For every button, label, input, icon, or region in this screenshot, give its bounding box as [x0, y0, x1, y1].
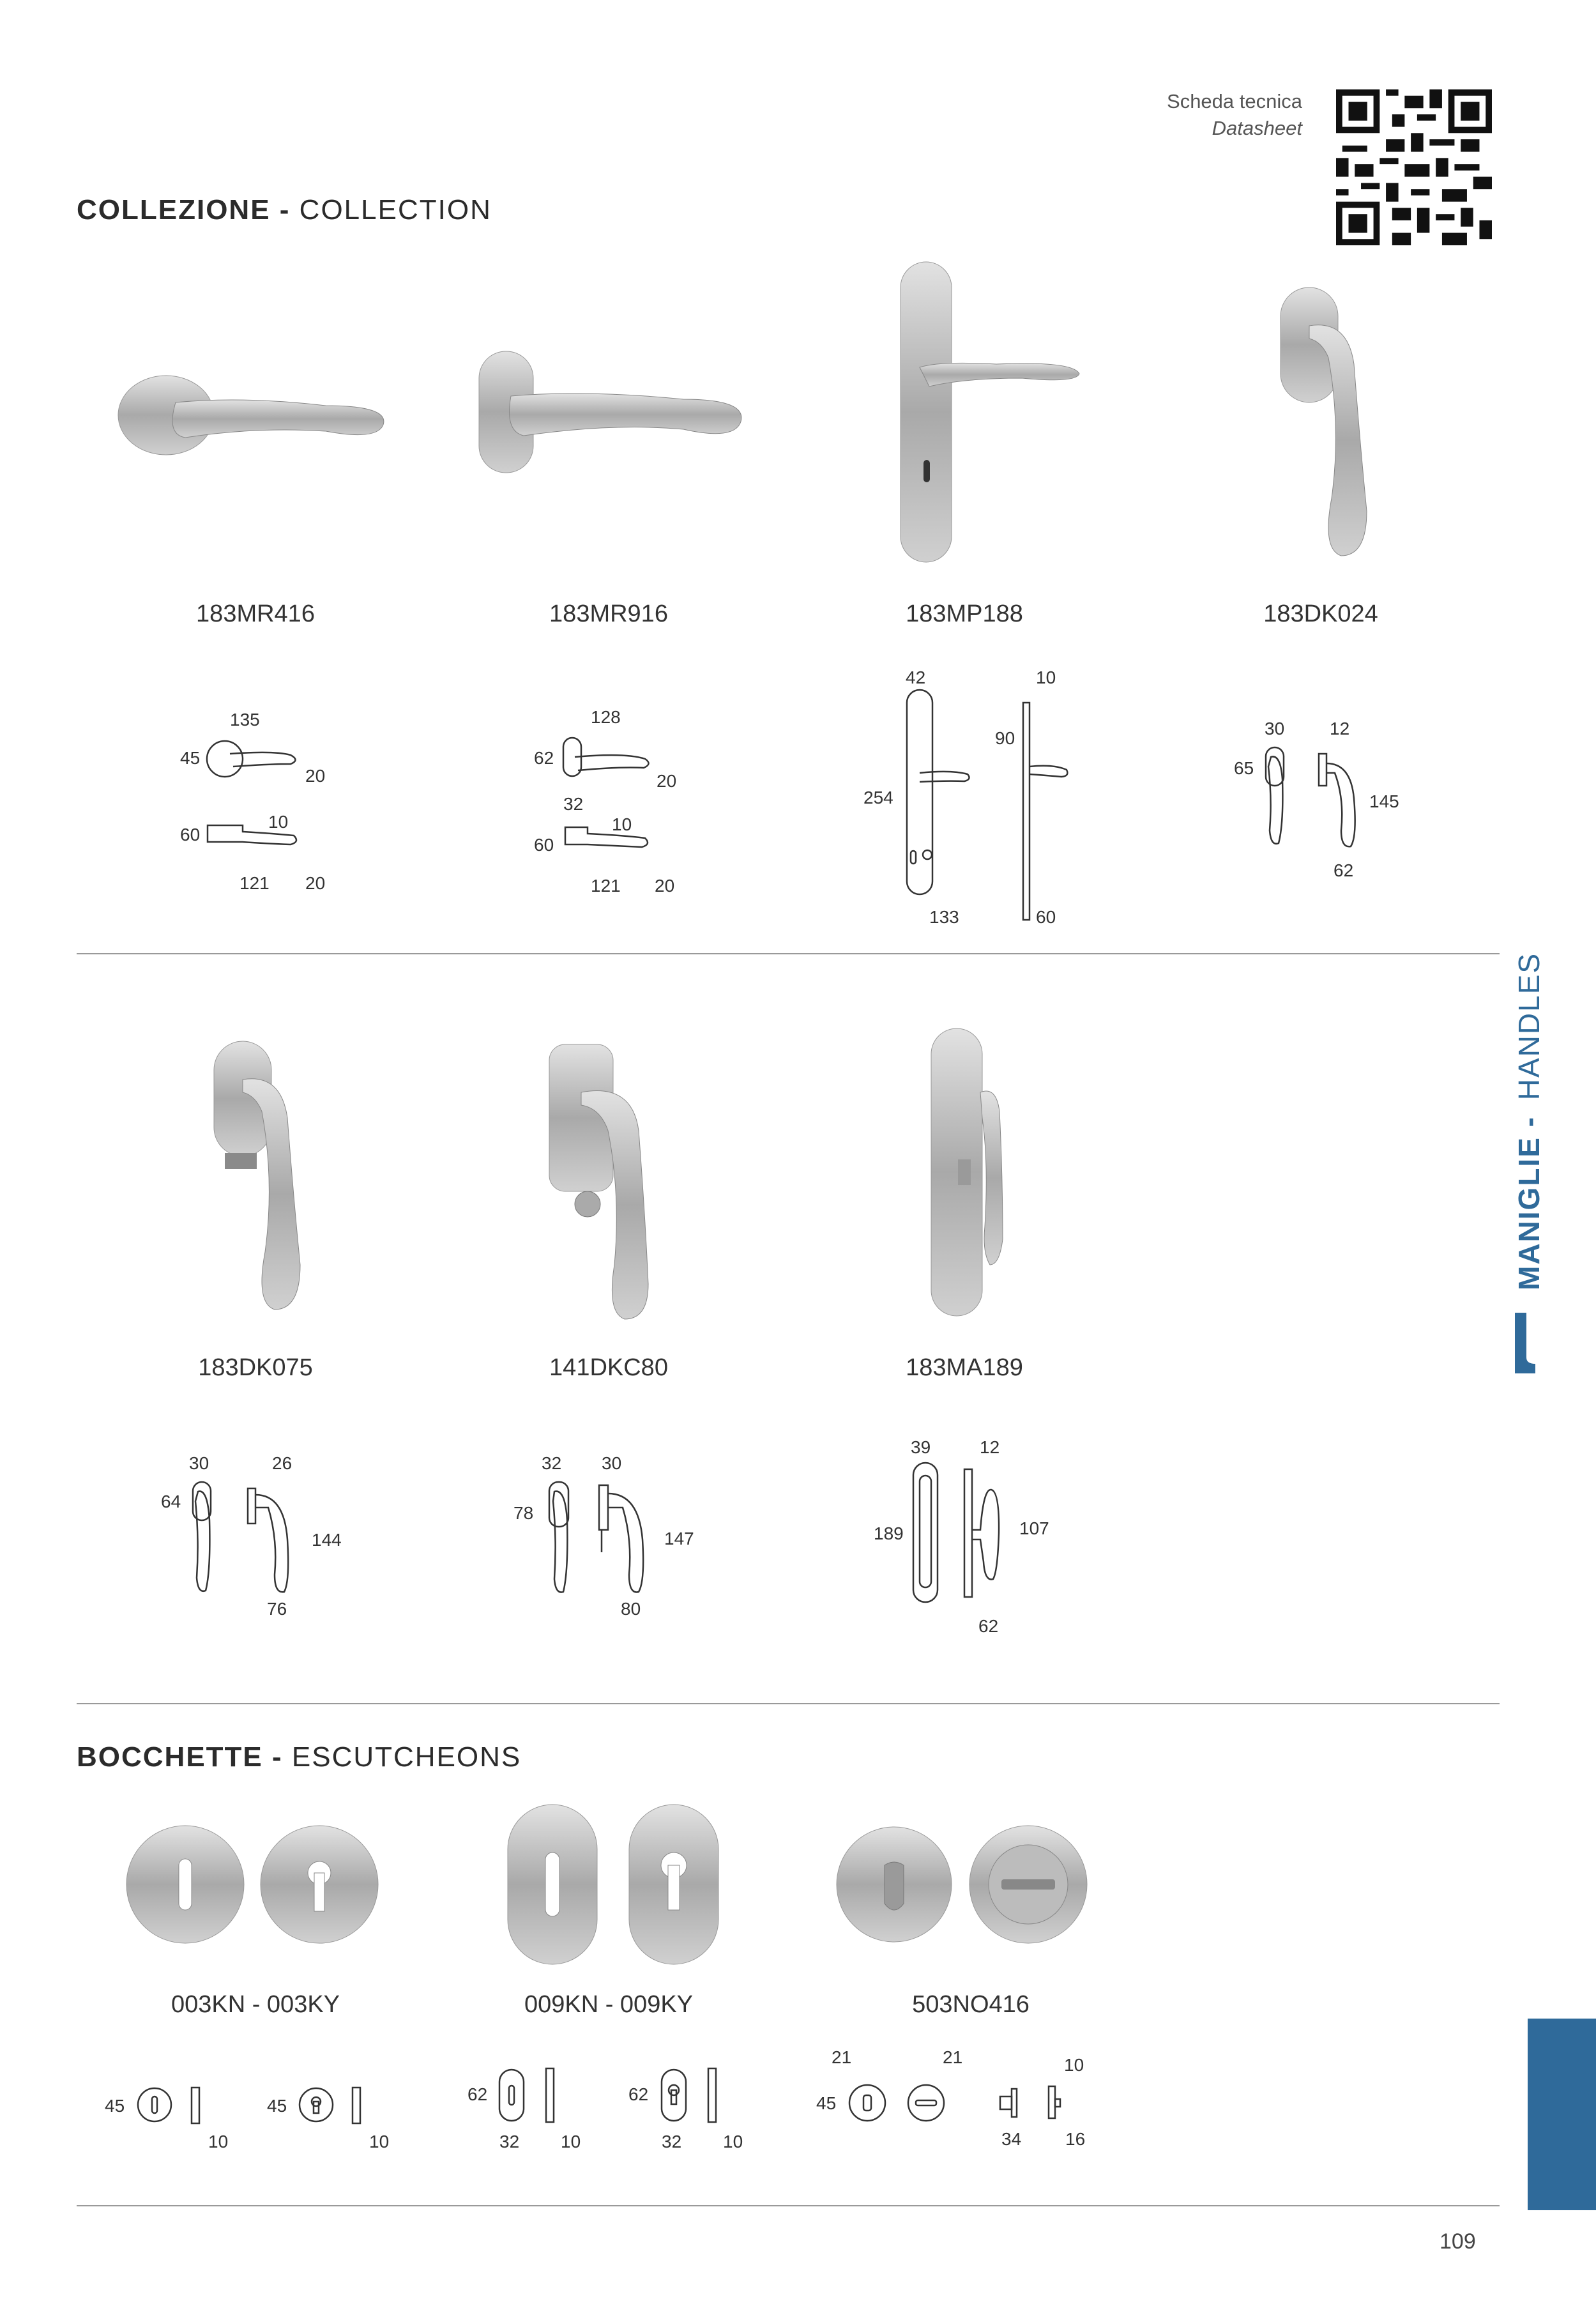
divider-3 [77, 2205, 1500, 2206]
dim-4: 10 [268, 812, 289, 832]
dim-2: 62 [534, 748, 554, 768]
handle-image-183DK024[interactable] [1271, 281, 1386, 562]
dim-2: 21 [943, 2047, 963, 2067]
escutcheon-image-003KN-003KY[interactable] [121, 1821, 402, 1948]
dim-1: 42 [906, 668, 926, 687]
dim-2: 12 [1330, 719, 1350, 738]
dim-2: 26 [272, 1453, 293, 1473]
product-code-141DKC80: 141DKC80 [549, 1354, 668, 1381]
dim-1: 30 [189, 1453, 209, 1473]
drawing-503NO416 [811, 2044, 1105, 2172]
side-label-bold: MANIGLIE - [1512, 1116, 1546, 1290]
dim-8: 20 [655, 876, 675, 896]
drawing-183DK024 [1226, 709, 1411, 894]
dim-7: 20 [305, 873, 326, 893]
dim-3: 64 [161, 1492, 181, 1511]
drawing-183MR916 [524, 703, 715, 907]
dim-2: 10 [1036, 668, 1056, 687]
escutcheons-title [77, 1741, 521, 1773]
escutcheon-code-003KN-003KY: 003KN - 003KY [171, 1991, 340, 2018]
qr-code-icon[interactable] [1336, 89, 1492, 245]
dim-6: 10 [723, 2132, 743, 2151]
divider-1 [77, 953, 1500, 954]
datasheet-label [1167, 88, 1302, 142]
dim-2: 45 [180, 748, 201, 768]
product-code-183MR916: 183MR916 [549, 600, 668, 627]
dim-4: 147 [664, 1529, 694, 1548]
dim-1: 21 [832, 2047, 852, 2067]
handle-image-183DK075[interactable] [204, 1035, 319, 1316]
product-code-183MA189: 183MA189 [906, 1354, 1023, 1381]
product-code-183DK024: 183DK024 [1263, 600, 1378, 627]
escutcheon-code-009KN-009KY: 009KN - 009KY [524, 1991, 694, 2018]
dim-1: 128 [591, 707, 621, 727]
dim-1: 32 [542, 1453, 562, 1473]
dim-4: 145 [1369, 791, 1399, 811]
dim-4: 62 [628, 2084, 649, 2104]
dim-2: 10 [208, 2132, 229, 2151]
escutcheon-image-503NO416[interactable] [830, 1821, 1098, 1948]
dim-1: 62 [467, 2084, 488, 2104]
dim-3: 10 [561, 2132, 581, 2151]
dim-5: 60 [180, 825, 201, 844]
dim-4: 32 [563, 794, 584, 814]
dim-3: 78 [513, 1503, 534, 1523]
product-code-183MR416: 183MR416 [196, 600, 315, 627]
handle-image-183MP188[interactable] [894, 256, 1098, 569]
dim-3: 65 [1234, 758, 1254, 778]
drawing-183DK075 [153, 1444, 358, 1635]
divider-2 [77, 1703, 1500, 1704]
escutcheons-title-bold: BOCCHETTE - [77, 1741, 283, 1773]
dim-1: 135 [230, 710, 260, 729]
dim-3: 20 [305, 766, 326, 786]
product-code-183MP188: 183MP188 [906, 600, 1023, 627]
page-tab [1528, 2019, 1596, 2210]
collection-title-light: COLLECTION [299, 194, 492, 225]
dim-2: 12 [980, 1437, 1000, 1457]
dim-3: 20 [657, 771, 677, 791]
handle-image-183MR416[interactable] [115, 345, 396, 473]
dim-1: 30 [1265, 719, 1285, 738]
dim-5: 62 [978, 1616, 999, 1636]
dim-3: 90 [995, 728, 1015, 748]
dim-3: 45 [267, 2096, 287, 2116]
dim-4: 144 [312, 1530, 342, 1550]
dim-6: 60 [534, 835, 554, 855]
drawing-183MA189 [869, 1431, 1073, 1642]
page-number: 109 [1440, 2229, 1476, 2254]
dim-5: 80 [621, 1599, 641, 1619]
dim-3: 189 [874, 1524, 904, 1543]
dim-2: 30 [602, 1453, 622, 1473]
side-label-light: HANDLES [1512, 952, 1546, 1101]
dim-4: 107 [1019, 1518, 1049, 1538]
dim-6: 16 [1065, 2129, 1086, 2149]
drawing-141DKC80 [511, 1444, 715, 1635]
handle-image-183MR916[interactable] [473, 345, 754, 479]
dim-5: 133 [929, 907, 959, 927]
dim-4: 10 [1064, 2055, 1084, 2075]
handle-image-183MA189[interactable] [920, 1022, 1047, 1322]
drawing-009KN-009KY [460, 2057, 754, 2172]
dim-1: 39 [911, 1437, 931, 1457]
side-section-label [1507, 907, 1552, 1290]
dim-5: 62 [1334, 860, 1354, 880]
collection-title-bold: COLLEZIONE - [77, 194, 291, 225]
collection-title [77, 194, 492, 226]
svg-text:MANIGLIE - HANDLES [1512, 952, 1546, 1290]
dim-6: 60 [1036, 907, 1056, 927]
brand-mark-icon [1512, 1313, 1538, 1377]
dim-2: 32 [499, 2132, 520, 2151]
dim-5: 32 [662, 2132, 682, 2151]
drawing-183MR416 [172, 703, 364, 907]
dim-1: 45 [105, 2096, 125, 2116]
dim-7: 121 [591, 876, 621, 896]
escutcheon-code-503NO416: 503NO416 [912, 1991, 1030, 2018]
datasheet-en: Datasheet [1212, 117, 1302, 139]
dim-6: 121 [239, 873, 270, 893]
dim-5: 10 [612, 814, 632, 834]
escutcheon-image-009KN-009KY[interactable] [505, 1801, 734, 1967]
drawing-183MP188 [856, 664, 1098, 933]
escutcheons-title-light: ESCUTCHEONS [291, 1741, 522, 1773]
dim-3: 45 [816, 2093, 837, 2113]
dim-4: 10 [369, 2132, 390, 2151]
datasheet-it: Scheda tecnica [1167, 90, 1302, 112]
handle-image-141DKC80[interactable] [543, 1035, 671, 1329]
drawing-003KN-003KY [102, 2070, 409, 2172]
dim-4: 254 [863, 788, 893, 807]
product-code-183DK075: 183DK075 [198, 1354, 313, 1381]
dim-5: 34 [1001, 2129, 1022, 2149]
dim-5: 76 [267, 1599, 287, 1619]
